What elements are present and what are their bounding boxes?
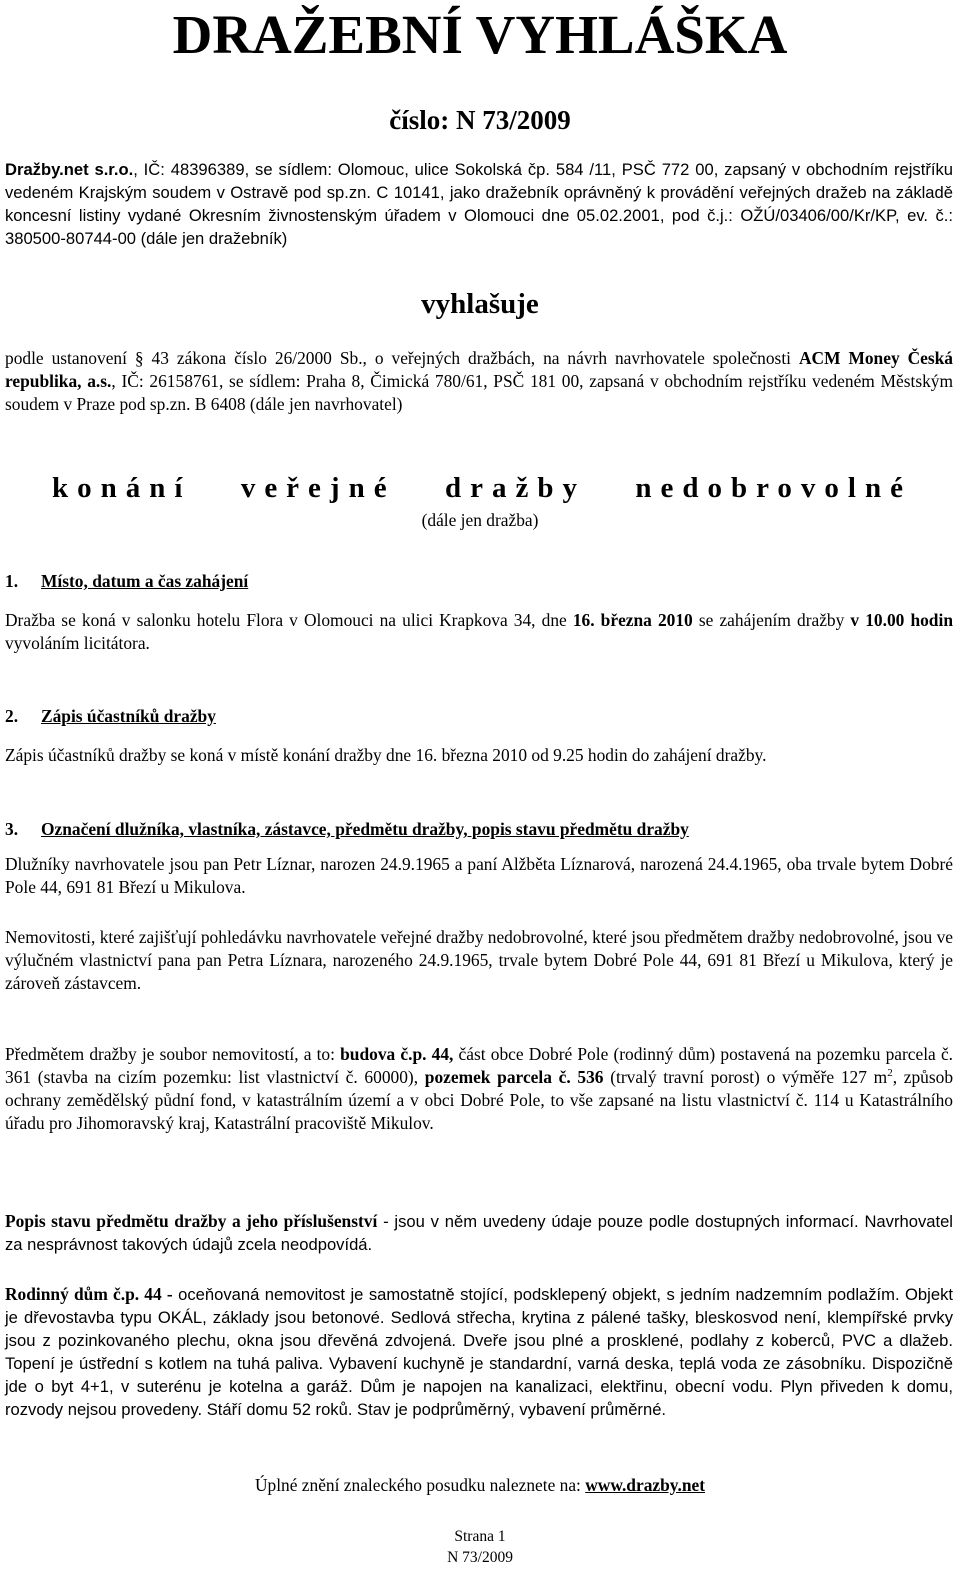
appraisal-line [0, 1474, 960, 1497]
section-1-number: 1. [5, 571, 19, 591]
legal-basis-text: podle ustanovení § 43 zákona číslo 26/2000 Sb., o veřejných dražbách, na návrh navrhovatele společnosti [5, 348, 799, 368]
debtors-paragraph: Dlužníky navrhovatele jsou pan Petr Líznar, narozen 24.9.1965 a paní Alžběta Líznarová, narozená 24.4.1965, oba trvale bytem Dobré Pole 44, 691 81 Březí u Mikulova. [5, 854, 953, 897]
page-number: Strana 1 [454, 1528, 506, 1545]
footer-reference: N 73/2009 [447, 1549, 513, 1566]
subject-text-2: část obce Dobré Pole (rodinný dům) postavená na pozemku parcela č. 361 (stavba na cizím pozemku: list vlastnictví č. 60000), [5, 1044, 954, 1087]
section-3-title: Označení dlužníka, vlastníka, zástavce, předmětu dražby, popis stavu předmětu dražby [41, 819, 689, 839]
auction-word-2: veřejné [240, 472, 396, 504]
auction-note: (dále jen dražba) [421, 510, 539, 530]
area-exponent: 2 [887, 1067, 893, 1080]
section-2-body: Zápis účastníků dražby se koná v místě konání dražby dne 16. března 2010 od 9.25 hodin do zahájení dražby. [5, 745, 767, 765]
property-owner-paragraph: Nemovitosti, které zajišťují pohledávku navrhovatele veřejné dražby nedobrovolné, které jsou předmětem dražby nedobrovolné, jsou ve výlučném vlastnictví pana pan Petra Líznara, narozeného 24.9.1965, trvale bytem Dobré Pole 44, 691 81 Březí u Mikulova, který je zároveň zástavcem. [5, 927, 953, 993]
auctioneer-details: , IČ: 48396389, se sídlem: Olomouc, ulice Sokolská čp. 584 /11, PSČ 772 00, zapsaný v obchodním rejstříku vedeném Krajským soudem v Ostravě pod sp.zn. C 10141, jako dražebník oprávněný k provádění veřejných dražeb na základě koncesní listiny vydané Okresním živnostenským úřadem v Olomouci dne 05.02.2001, pod č.j.: OŽÚ/03406/00/Kr/KP, ev. č.: 380500-80744-00 (dále jen dražebník) [5, 160, 953, 248]
auction-word-3: dražby [444, 472, 586, 504]
auctioneer-paragraph [5, 158, 953, 250]
house-heading: Rodinný dům č.p. 44 - [5, 1284, 173, 1304]
section-2-title: Zápis účastníků dražby [41, 706, 216, 726]
subject-text-4: , způsob ochrany zemědělský půdní fond, v katastrálním území a v obci Dobré Pole, to vše zapsané na listu vlastnictví č. 114 u Katastrálního úřadu pro Jihomoravský kraj, Katastrální pracoviště Mikulov. [5, 1067, 954, 1133]
document-title: DRAŽEBNÍ VYHLÁŠKA [172, 4, 788, 65]
building-id: budova č.p. 44, [340, 1044, 454, 1064]
appraisal-link[interactable]: www.drazby.net [585, 1475, 706, 1495]
appraisal-text: Úplné znění znaleckého posudku naleznete na: [254, 1475, 586, 1495]
description-heading: Popis stavu předmětu dražby a jeho příslušenství [5, 1211, 378, 1231]
house-description-paragraph [5, 1283, 953, 1421]
auction-date: 16. března 2010 [572, 610, 693, 630]
section-1-body [5, 609, 953, 655]
subject-text-1: Předmětem dražby je soubor nemovitostí, a to: [5, 1044, 341, 1064]
announces-heading: vyhlašuje [421, 288, 539, 320]
subject-text-3: (trvalý travní porost) o výměře 127 m [603, 1067, 888, 1087]
section-1-text: Dražba se koná v salonku hotelu Flora v Olomouci na ulici Krapkova 34, dne [5, 610, 573, 630]
plot-id: pozemek parcela č. 536 [424, 1067, 604, 1087]
auction-subject-paragraph [5, 1043, 953, 1135]
proposer-name: ACM Money Česká republika, a.s. [5, 348, 953, 391]
section-1-text-2: se zahájením dražby [692, 610, 851, 630]
section-1-title: Místo, datum a čas zahájení [41, 571, 249, 591]
description-disclaimer-paragraph [5, 1210, 953, 1256]
auction-word-4: nedobrovolné [635, 472, 912, 504]
document-number: číslo: N 73/2009 [389, 105, 571, 135]
page-footer [0, 1526, 960, 1568]
legal-basis-paragraph [5, 347, 953, 416]
auction-word-1: konání [52, 472, 192, 504]
proposer-details: , IČ: 26158761, se sídlem: Praha 8, Čimická 780/61, PSČ 181 00, zapsaná v obchodním rejstříku vedeném Městským soudem v Praze pod sp.zn. B 6408 (dále jen navrhovatel) [5, 371, 954, 414]
section-2-number: 2. [5, 706, 19, 726]
auction-type-heading [52, 468, 912, 508]
section-1-heading [5, 570, 248, 593]
section-3-heading [5, 818, 689, 841]
auction-time: v 10.00 hodin [850, 610, 953, 630]
section-2-heading [5, 705, 216, 728]
house-description: oceňovaná nemovitost je samostatně stojící, podsklepený objekt, s jedním nadzemním podlažím. Objekt je dřevostavba typu OKÁL, základy jsou betonové. Sedlová střecha, krytina z pálené tašky, bleskosvod není, klempířské prvky jsou z pozinkovaného plechu, okna jsou dřevěná zdvojená. Dveře jsou plné a prosklené, podlahy z koberců, PVC a dlažeb. Topení je ústřední s kotlem na tuhá paliva. Vybavení kuchyně je standardní, varná deska, teplá voda ze zásobníku. Dispozičně jde o byt 4+1, v suterénu je kotelna a garáž. Dům je napojen na kanalizaci, elektřinu, obecní vodu. Plyn přiveden k domu, rozvody nejsou provedeny. Stáří domu 52 roků. Stav je podprůměrný, vybavení průměrné. [5, 1285, 953, 1419]
description-disclaimer: - jsou v něm uvedeny údaje pouze podle dostupných informací. Navrhovatel za nesprávnost takových údajů zcela neodpovídá. [5, 1212, 953, 1254]
auctioneer-name: Dražby.net s.r.o. [5, 160, 134, 179]
section-1-text-3: vyvoláním licitátora. [5, 633, 150, 653]
section-3-number: 3. [5, 819, 19, 839]
